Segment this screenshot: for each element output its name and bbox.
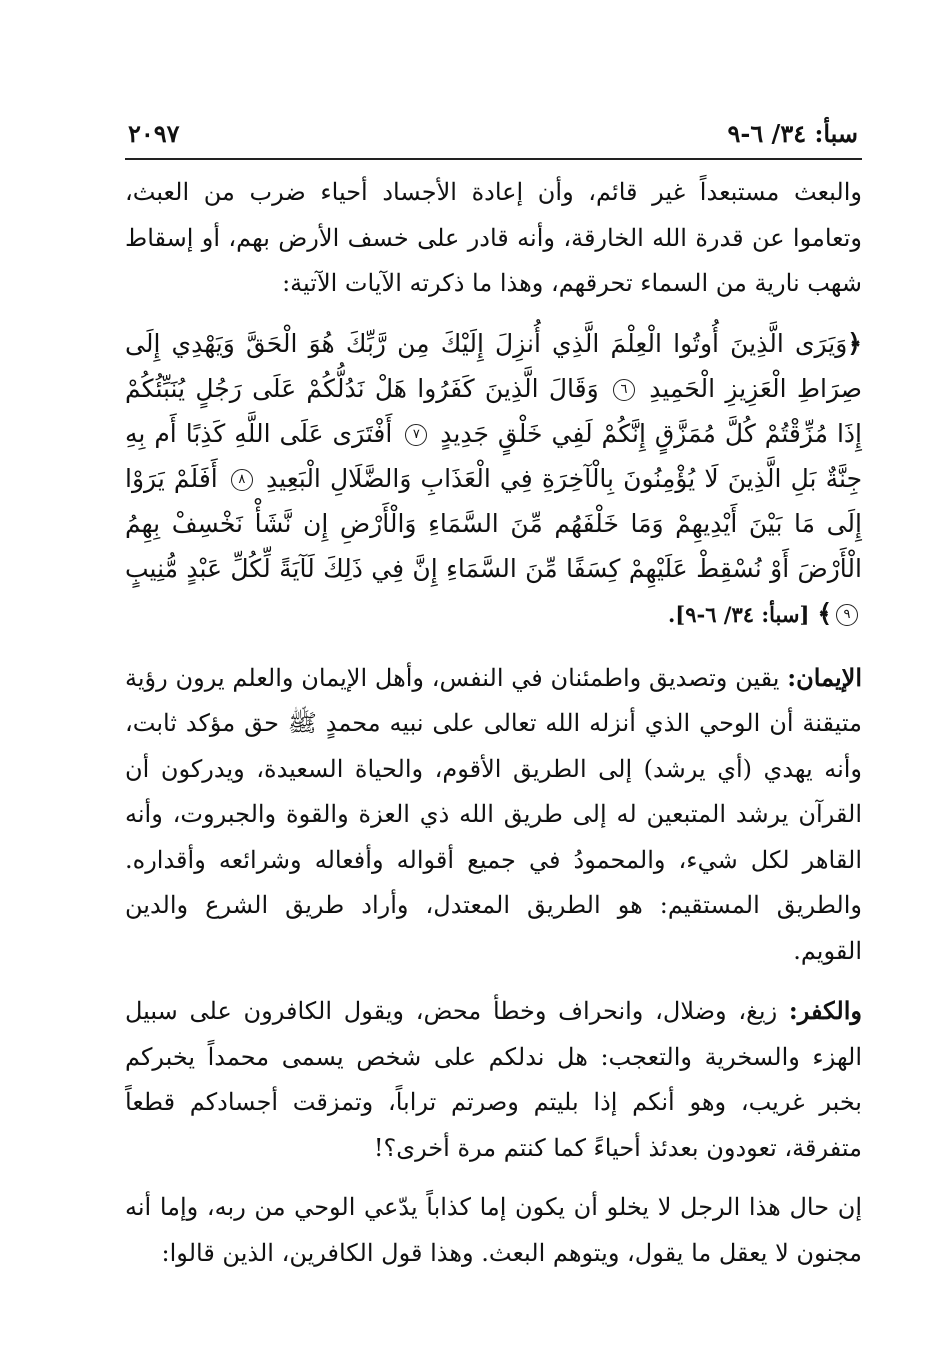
verse-9: أَفَلَمْ يَرَوْا إِلَى مَا بَيْنَ أَيْدِيهِمْ وَمَا خَلْفَهُم مِّنَ السَّمَاءِ وَالْأَرْضِ إِن نَّشَأْ نَخْسِفْ بِهِمُ الْأَرْضَ أَوْ نُسْقِطْ عَلَيْهِمْ كِسَفًا مِّنَ السَّمَاءِ إِنَّ فِي ذَلِكَ لَآيَةً لِّكُلِّ عَبْدٍ مُّنِيبٍ: [125, 463, 862, 583]
header-divider: [125, 158, 862, 160]
close-bracket: ﴾: [817, 598, 832, 628]
last-paragraph: إن حال هذا الرجل لا يخلو أن يكون إما كذاباً يدّعي الوحي من ربه، وإما أنه مجنون لا يعقل ما يقول، ويتوهم البعث. وهذا قول الكافرين، الذين قالوا:: [125, 1193, 862, 1267]
verse-reference: [سبأ: ٣٤/ ٦-٩].: [667, 601, 810, 627]
quran-verses: [125, 321, 862, 637]
verse-6: وَيَرَى الَّذِينَ أُوتُوا الْعِلْمَ الَّذِي أُنزِلَ إِلَيْكَ مِن رَّبِّكَ هُوَ الْحَقَّ وَيَهْدِي إِلَى صِرَاطِ الْعَزِيزِ الْحَمِيدِ: [125, 328, 862, 403]
spacer: [125, 1171, 862, 1185]
surah-reference: سبأ: ٣٤/ ٦-٩: [727, 118, 858, 148]
verse-7: وَقَالَ الَّذِينَ كَفَرُوا هَلْ نَدُلُّكُمْ عَلَى رَجُلٍ يُنَبِّئُكُمْ إِذَا مُزِّقْتُمْ كُلَّ مُمَزَّقٍ إِنَّكُمْ لَفِي خَلْقٍ جَدِيدٍ: [125, 373, 863, 448]
kufr-text: زيغ، وضلال، وانحراف وخطأ محض، ويقول الكافرون على سبيل الهزء والسخرية والتعجب: هل ندلكم على شخص يسمى محمداً يخبركم بخبر غريب، وهو أنكم إذا بليتم وصرتم تراباً، وتمزقت أجسادكم قطعاً متفرقة، تعودون بعدئذ أحياءً كما كنتم مرة أخرى؟!: [125, 997, 862, 1162]
page-header: [128, 112, 858, 154]
ayah-number-6: ٦: [613, 379, 635, 401]
kufr-term: والكفر:: [788, 996, 862, 1025]
spacer: [125, 974, 862, 988]
spacer: [125, 307, 862, 321]
ayah-number-8: ٨: [231, 469, 253, 491]
page-number: ٢٠٩٧: [128, 118, 180, 148]
ayah-number-7: ٧: [405, 424, 427, 446]
open-bracket: ﴿: [847, 328, 862, 358]
verse-8: أَفْتَرَى عَلَى اللَّهِ كَذِبًا أَم بِهِ جِنَّةٌ بَلِ الَّذِينَ لَا يُؤْمِنُونَ بِالْآخِرَةِ فِي الْعَذَابِ وَالضَّلَالِ الْبَعِيدِ: [125, 418, 863, 493]
intro-paragraph: والبعث مستبعداً غير قائم، وأن إعادة الأجساد أحياء ضرب من العبث، وتعاموا عن قدرة الله الخارقة، وأنه قادر على خسف الأرض بهم، أو إسقاط شهب نارية من السماء تحرقهم، وهذا ما ذكرته الآيات الآتية:: [125, 178, 862, 297]
ayah-number-9: ٩: [836, 604, 858, 626]
page-body: [125, 170, 862, 1276]
iman-paragraph: [125, 655, 862, 975]
iman-term: الإيمان:: [787, 662, 862, 692]
spacer: [125, 637, 862, 655]
iman-text: يقين وتصديق واطمئنان في النفس، وأهل الإيمان والعلم يرون رؤية متيقنة أن الوحي الذي أنزله الله تعالى على نبيه محمدٍ ﷺ حق مؤكد ثابت، وأنه يهدي (أي يرشد) إلى الطريق الأقوم، والحياة السعيدة، ويدركون أن القرآن يرشد المتبعين له إلى طريق الله ذي العزة والقوة والجبروت، وأنه القاهر لكل شيء، والمحمودُ في جميع أقواله وأفعاله وشرائعه وأقداره. والطريق المستقيم: هو الطريق المعتدل، وأراد طريق الشرع والدين القويم.: [125, 663, 863, 965]
kufr-paragraph: [125, 988, 862, 1171]
